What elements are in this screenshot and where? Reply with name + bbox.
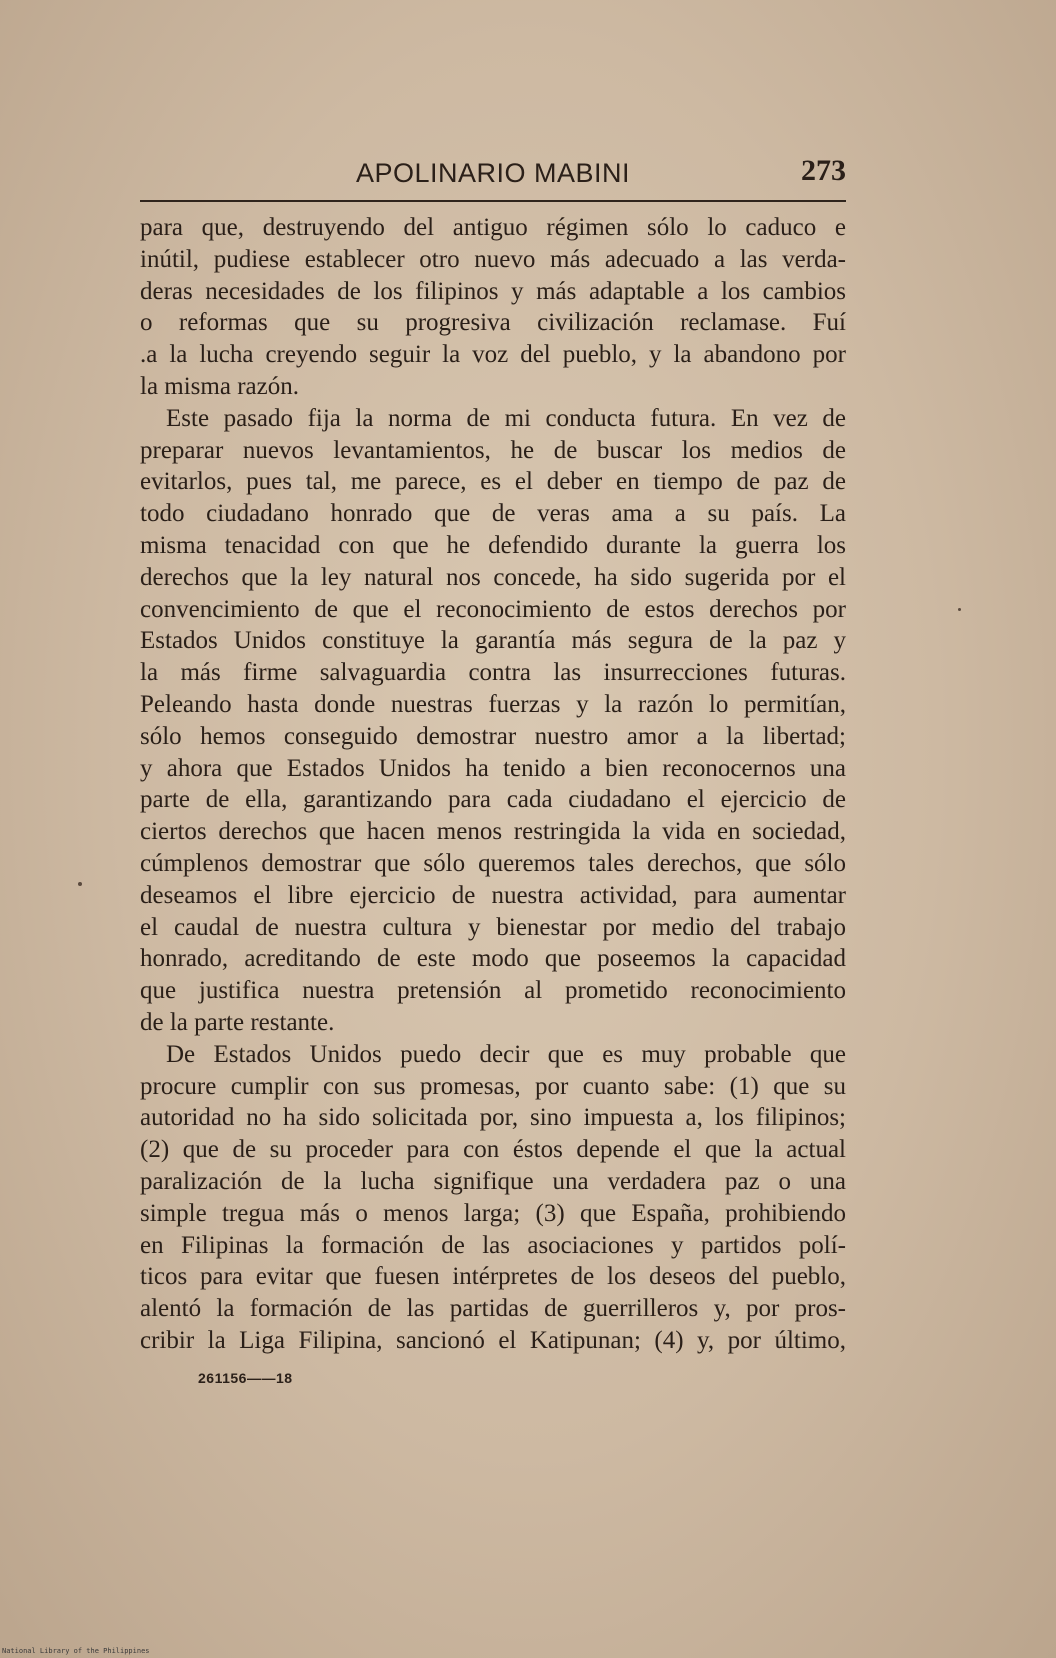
text-line: honrado, acreditando de este modo que poseemos la capacidad (140, 945, 846, 973)
paper-speck (958, 608, 961, 611)
text-line: la misma razón. (140, 372, 299, 400)
text-line: procure cumplir con sus promesas, por cuanto sabe: (1) que su (140, 1072, 846, 1100)
body-text (140, 212, 846, 1357)
text-line: cribir la Liga Filipina, sancionó el Katipunan; (4) y, por último, (140, 1326, 846, 1354)
text-line: simple tregua más o menos larga; (3) que España, prohibiendo (140, 1199, 846, 1227)
text-line: sólo hemos conseguido demostrar nuestro amor a la libertad; (140, 722, 846, 750)
text-line: Estados Unidos constituye la garantía más segura de la paz y (140, 627, 846, 655)
text-line: deseamos el libre ejercicio de nuestra actividad, para aumentar (140, 881, 846, 909)
page-header (140, 150, 846, 200)
running-head: APOLINARIO MABINI (355, 158, 631, 188)
text-line: inútil, pudiese establecer otro nuevo más adecuado a las verda- (140, 245, 846, 273)
text-line: .a la lucha creyendo seguir la voz del pueblo, y la abandono por (140, 341, 846, 369)
text-line: derechos que la ley natural nos concede, ha sido sugerida por el (140, 563, 846, 591)
text-line: ciertos derechos que hacen menos restringida la vida en sociedad, (140, 818, 846, 846)
text-line: Peleando hasta donde nuestras fuerzas y la razón lo permitían, (140, 690, 846, 718)
text-line: en Filipinas la formación de las asociaciones y partidos polí- (140, 1231, 846, 1259)
footer-credit: National Library of the Philippines (2, 1647, 150, 1655)
text-line: y ahora que Estados Unidos ha tenido a bien reconocernos una (140, 754, 846, 782)
paper-speck (78, 882, 82, 886)
page-number: 273 (801, 154, 846, 187)
text-line: (2) que de su proceder para con éstos depende el que la actual (140, 1136, 846, 1164)
text-line: misma tenacidad con que he defendido durante la guerra los (140, 531, 846, 559)
text-line: todo ciudadano honrado que de veras ama a su país. La (140, 500, 846, 528)
header-rule (140, 200, 846, 202)
text-line: cúmplenos demostrar que sólo queremos tales derechos, que sólo (140, 849, 846, 877)
text-line: de la parte restante. (140, 1008, 335, 1036)
text-line: deras necesidades de los filipinos y más adaptable a los cambios (140, 277, 846, 305)
text-line: que justifica nuestra pretensión al prometido reconocimiento (140, 977, 846, 1005)
text-line: el caudal de nuestra cultura y bienestar por medio del trabajo (140, 913, 846, 941)
text-line: convencimiento de que el reconocimiento de estos derechos por (140, 595, 846, 623)
text-line: o reformas que su progresiva civilización reclamase. Fuí (140, 309, 846, 337)
text-line: para que, destruyendo del antiguo régimen sólo lo caduco e (140, 214, 846, 241)
text-line: De Estados Unidos puedo decir que es muy probable que (166, 1040, 846, 1068)
text-line: evitarlos, pues tal, me parece, es el deber en tiempo de paz de (140, 468, 846, 496)
printer-signature: 261156——18 (198, 1370, 293, 1386)
text-line: la más firme salvaguardia contra las insurrecciones futuras. (140, 659, 846, 687)
text-line: ticos para evitar que fuesen intérpretes de los deseos del pueblo, (140, 1263, 846, 1291)
text-line: paralización de la lucha signifique una verdadera paz o una (140, 1167, 846, 1195)
text-line: Este pasado fija la norma de mi conducta futura. En vez de (166, 404, 846, 432)
text-line: preparar nuevos levantamientos, he de buscar los medios de (140, 436, 846, 464)
text-line: parte de ella, garantizando para cada ciudadano el ejercicio de (140, 786, 846, 814)
text-line: autoridad no ha sido solicitada por, sino impuesta a, los filipinos; (140, 1104, 846, 1132)
text-line: alentó la formación de las partidas de guerrilleros y, por pros- (140, 1295, 846, 1323)
